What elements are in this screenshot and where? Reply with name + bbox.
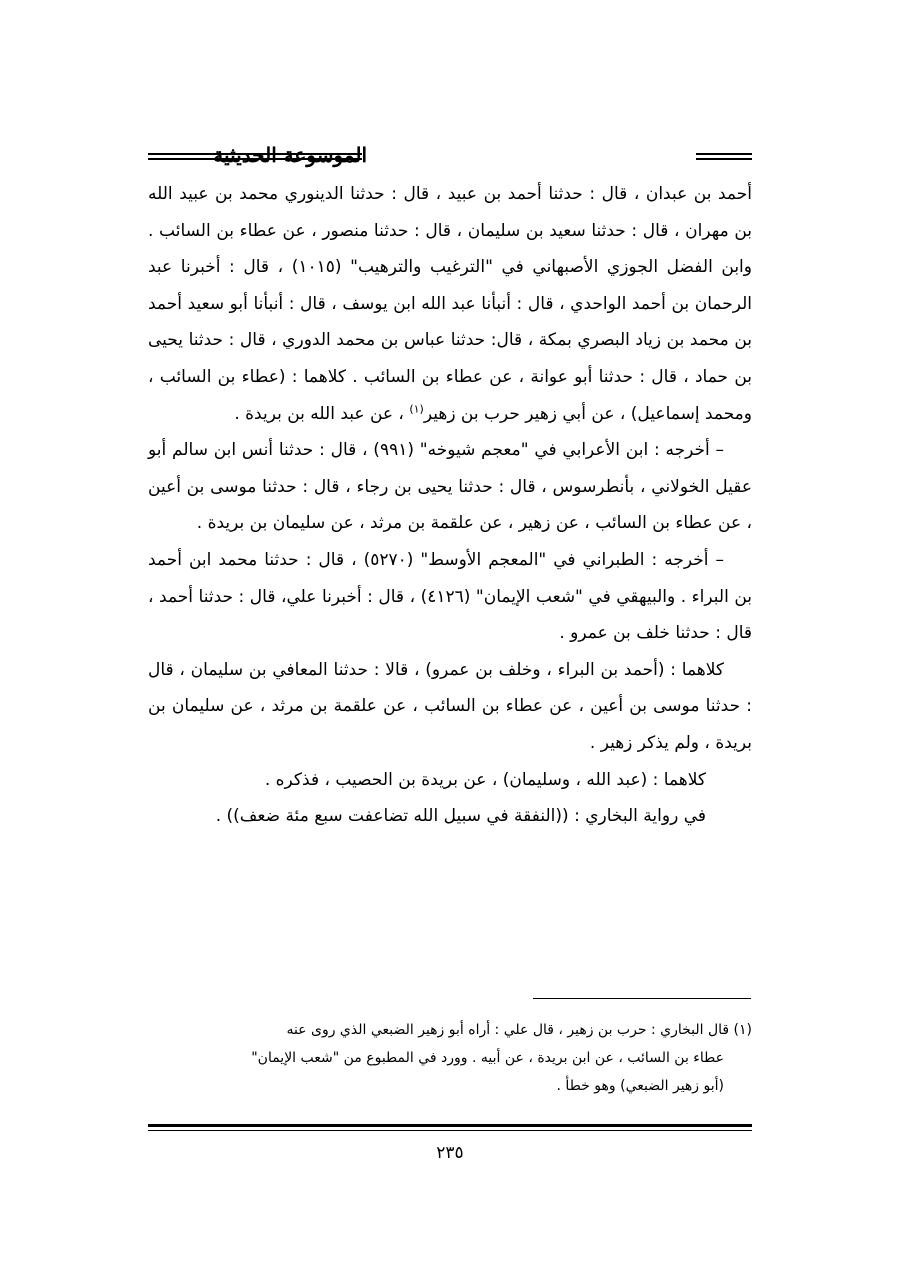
footnote-separator xyxy=(533,998,751,999)
footer-rule-thin xyxy=(148,1130,752,1131)
footer-rule-thick xyxy=(148,1124,752,1127)
header-rule-right xyxy=(696,153,752,155)
running-header xyxy=(148,140,752,174)
footnote xyxy=(148,1016,752,1100)
paragraph: – أخرجه : الطبراني في "المعجم الأوسط" (٥٢٧٠) ، قال : حدثنا محمد ابن أحمد بن البراء . والبيهقي في "شعب الإيمان" (٤١٢٦) ، قال : أخبرنا علي، قال : حدثنا أحمد ، قال : حدثنا خلف بن عمرو . xyxy=(148,549,753,644)
footnote-line: (أبو زهير الضبعي) وهو خطأ . xyxy=(556,1078,724,1094)
main-text xyxy=(148,176,752,835)
paragraph xyxy=(148,176,752,432)
paragraph-text: ، عن عبد الله بن بريدة . xyxy=(234,403,410,424)
footnote-line: عطاء بن السائب ، عن ابن بريدة ، عن أبيه . وورد في المطبوع من "شعب الإيمان" xyxy=(251,1050,724,1066)
paragraph-text: أحمد بن عبدان ، قال : حدثنا أحمد بن عبيد ، قال : حدثنا الدينوري محمد بن عبيد الله بن مهران ، قال : حدثنا سعيد بن سليمان ، قال : حدثنا منصور ، عن عطاء بن السائب . وابن الفضل الجوزي الأصبهاني في "الترغيب والترهيب" (١٠١٥) ، قال : أخبرنا عبد الرحمان بن أحمد الواحدي ، قال : أنبأنا عبد الله ابن يوسف ، قال : أنبأنا أبو سعيد أحمد بن محمد بن زياد البصري بمكة ، قال: حدثنا عباس بن محمد الدوري ، قال : حدثنا يحيى بن حماد ، قال : حدثنا أبو عوانة ، عن عطاء بن السائب . كلاهما : (عطاء بن السائب ، ومحمد إسماعيل) ، عن أبي زهير حرب بن زهير xyxy=(148,184,752,424)
header-rule-right xyxy=(696,158,752,160)
header-title: الموسوعة الحديثية xyxy=(213,143,367,167)
footnote-ref: (١) xyxy=(409,401,424,415)
paragraph: كلاهما : (عبد الله ، وسليمان) ، عن بريدة بن الحصيب ، فذكره . xyxy=(264,769,706,790)
footnote-line: (١) قال البخاري : حرب بن زهير ، قال علي : أراه أبو زهير الضبعي الذي روى عنه xyxy=(286,1022,752,1038)
paragraph: كلاهما : (أحمد بن البراء ، وخلف بن عمرو) ، قالا : حدثنا المعافي بن سليمان ، قال : حدثنا موسى بن أعين ، عن عطاء بن السائب ، عن علقمة بن مرثد ، عن سليمان بن بريدة ، ولم يذكر زهير . xyxy=(148,659,752,753)
page-number: ٢٣٥ xyxy=(436,1143,464,1163)
paragraph: في رواية البخاري : ((النفقة في سبيل الله تضاعفت سبع مئة ضعف)) . xyxy=(215,806,706,827)
paragraph: – أخرجه : ابن الأعرابي في "معجم شيوخه" (٩٩١) ، قال : حدثنا أنس ابن سالم أبو عقيل الخولاني ، بأنطرسوس ، قال : حدثنا يحيى بن رجاء ، قال : حدثنا موسى بن أعين ، عن عطاء بن السائب ، عن زهير ، عن علقمة بن مرثد ، عن سليمان بن بريدة . xyxy=(148,440,752,534)
